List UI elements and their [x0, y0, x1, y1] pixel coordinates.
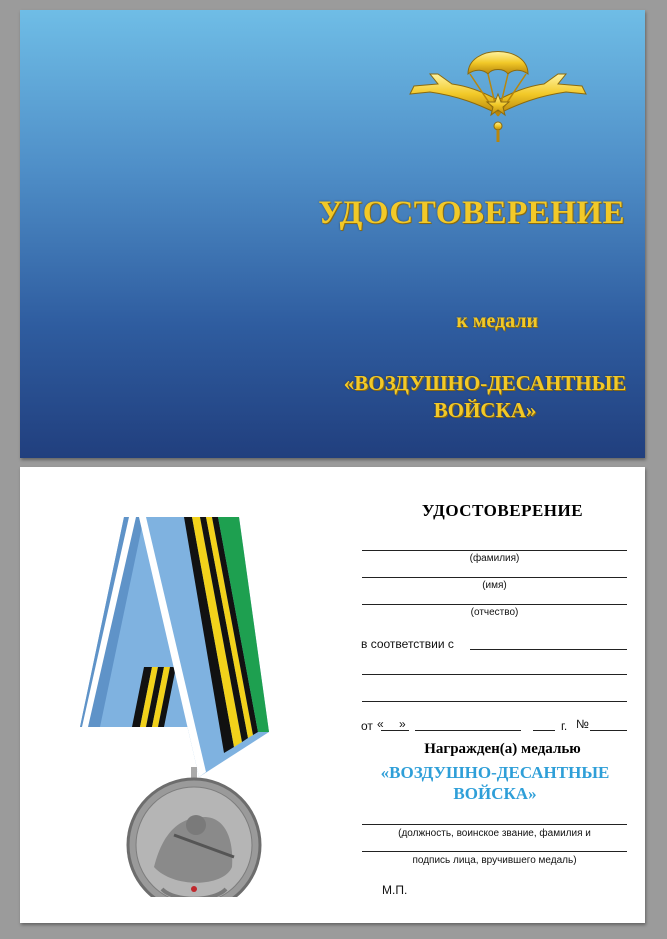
position-line-1 — [362, 824, 627, 825]
from-label: от — [361, 719, 373, 733]
year-line — [533, 730, 555, 731]
accordance-line-2 — [362, 674, 627, 675]
position-caption-1: (должность, воинское звание, фамилия и — [398, 828, 591, 839]
quote-open: « — [377, 717, 384, 731]
cover-medal-name: «ВОЗДУШНО-ДЕСАНТНЫЕ ВОЙСКА» — [343, 371, 627, 422]
vdv-emblem-icon — [408, 34, 588, 144]
position-caption-2: подпись лица, вручившего медаль) — [412, 855, 577, 866]
cover-subtitle: к медали — [456, 310, 538, 332]
accordance-line-3 — [362, 701, 627, 702]
surname-line — [362, 550, 627, 551]
year-label: г. — [561, 719, 568, 733]
in-accordance-label: в соответствии с — [361, 637, 454, 651]
surname-caption: (фамилия) — [469, 553, 520, 564]
number-label: № — [576, 717, 589, 731]
position-line-2 — [362, 851, 627, 852]
accordance-line-1 — [470, 649, 627, 650]
certificate-title: УДОСТОВЕРЕНИЕ — [421, 501, 584, 520]
name-caption: (имя) — [482, 580, 507, 591]
patronymic-line — [362, 604, 627, 605]
cover-title: УДОСТОВЕРЕНИЕ — [318, 195, 625, 231]
quote-close: » — [399, 717, 406, 731]
month-line — [415, 730, 521, 731]
awarded-label: Награжден(а) медалью — [424, 741, 581, 757]
stamp-place-label: М.П. — [382, 883, 408, 897]
medal-image — [74, 517, 294, 897]
certificate-sheet — [20, 467, 645, 923]
name-line — [362, 577, 627, 578]
certificate-cover — [20, 10, 645, 458]
number-line — [590, 730, 627, 731]
certificate-medal-name: «ВОЗДУШНО-ДЕСАНТНЫЕ ВОЙСКА» — [380, 763, 610, 803]
patronymic-caption: (отчество) — [470, 607, 519, 618]
